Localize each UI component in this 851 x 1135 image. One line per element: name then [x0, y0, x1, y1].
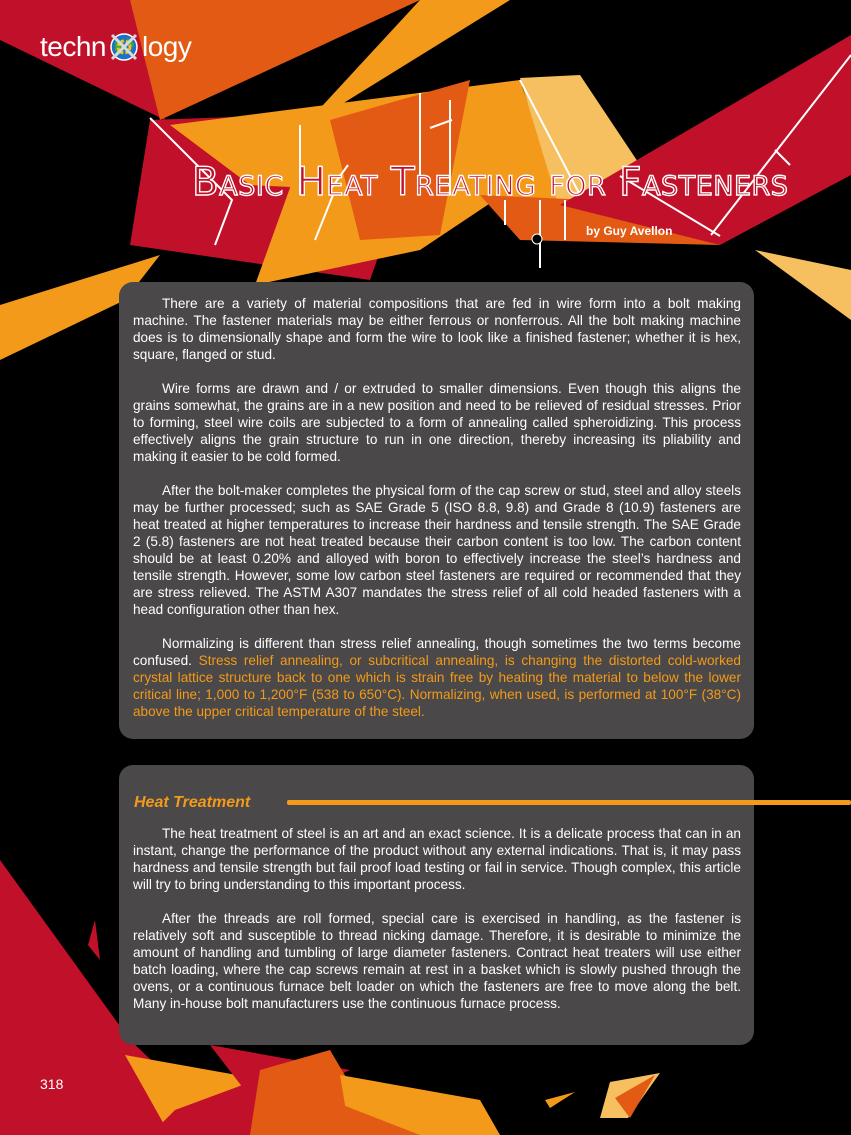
section-paragraph: The heat treatment of steel is an art and an exact science. It is a delicate process that can in an instant, change the performance of the product without any external indications. That is, it may pass hardness and tensile strength but fail proof load testing or fail in service. Though complex, this article will try to bring understanding to this important process.	[133, 826, 741, 892]
section-paragraph: After the threads are roll formed, special care is exercised in handling, as the fastener is relatively soft and susceptible to thread nicking damage. Therefore, it is desirable to minimize the amount of handling and tumbling of large diameter fasteners. Contract heat treaters will use either batch loading, where the cap screws remain at rest in a basket which is slowly pushed through the ovens, or a continuous furnace belt loader on which the fasteners are free to move along the belt. Many in-house bolt manufacturers use the continuous furnace process.	[133, 911, 741, 1011]
intro-panel	[119, 282, 754, 739]
paragraph-text: Normalizing is different than stress relief annealing, though sometimes the two terms become confused.	[133, 636, 741, 668]
brand-prefix: techn	[40, 31, 106, 62]
bg-shard	[755, 250, 851, 320]
article-title: Basic Heat Treating for Fasteners	[192, 160, 789, 205]
page-number: 318	[40, 1076, 64, 1092]
intro-paragraph	[133, 635, 741, 720]
decorative-dot	[532, 234, 542, 244]
intro-paragraph: There are a variety of material compositions that are fed in wire form into a bolt making machine. The fastener materials may be either ferrous or nonferrous. All the bolt making machine does is to dimensionally shape and form the wire to look like a finished fastener; whether it is hex, square, flanged or stud.	[133, 296, 741, 362]
section-body	[133, 825, 741, 1012]
article-byline: by Guy Avellon	[586, 224, 673, 238]
globe-gear-icon	[107, 30, 141, 64]
section-divider	[287, 800, 851, 805]
bg-shard	[88, 920, 100, 960]
highlighted-text: Stress relief annealing, or subcritical annealing, is changing the distorted cold-worked crystal lattice structure back to one which is strain free by heating the material to below the lower critical line; 1,000 to 1,200°F (538 to 650°C). Normalizing, when used, is performed at 100°F (38°C) above the upper critical temperature of the steel.	[133, 653, 741, 719]
brand-suffix: logy	[142, 31, 192, 62]
magazine-brand	[40, 30, 191, 64]
intro-paragraph: Wire forms are drawn and / or extruded to smaller dimensions. Even though this aligns the grains somewhat, the grains are in a new position and need to be relieved of residual stresses. Prior to forming, steel wire coils are subjected to a form of annealing called spheroidizing. This process effectively aligns the grain structure to run in one direction, thereby increasing its pliability and making it easier to be cold formed.	[133, 381, 741, 464]
bg-shard	[545, 1092, 575, 1108]
intro-paragraph: After the bolt-maker completes the physical form of the cap screw or stud, steel and alloy steels may be further processed; such as SAE Grade 5 (ISO 8.8, 9.8) and Grade 8 (10.9) fasteners are heat treated at higher temperatures to increase their hardness and tensile strength. The SAE Grade 2 (5.8) fasteners are not heat treated because their carbon content is too low. The carbon content should be at least 0.20% and alloyed with boron to effectively increase the steel’s hardness and tensile strength. However, some low carbon steel fasteners are required or recommended that they are stress relieved. The ASTM A307 mandates the stress relief of all cold headed fasteners with a head configuration other than hex.	[133, 483, 741, 617]
section-heading: Heat Treatment	[134, 794, 251, 811]
